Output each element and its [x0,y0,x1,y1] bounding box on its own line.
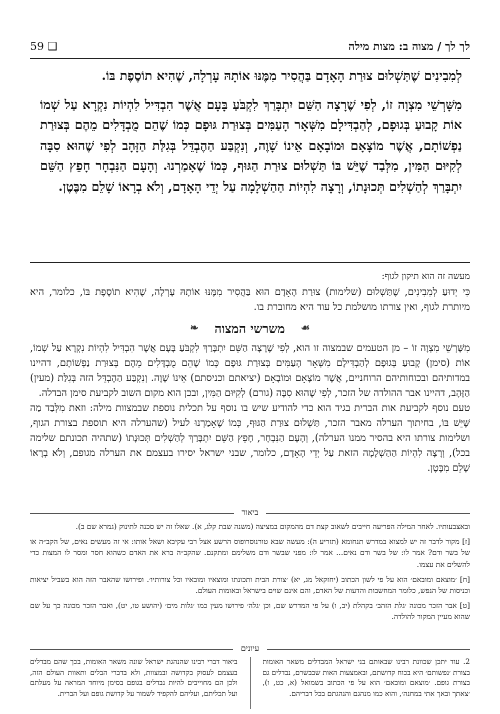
header-rule [30,58,470,59]
page-header [30,36,470,56]
iyunim-heading [30,644,470,653]
beur-heading-label: ביאור [234,508,267,517]
column-separator [250,657,251,709]
divider-rule [30,262,470,263]
beur-note-1: [ז] מקור לדבר זה יש למצוא במדרש תנחומא (תזריע ה): מעשה שבא טורנוסרופוס הרשע אצל רבי עקיבא ושאל אותו: אי זה מעשים נאים, של הקב״ה או של בשר ודם? אמר לו: של בשר ודם נאים... אמר לו: מפני שבשר ודם משלימם ומתקנם. שהקב״ה ברא את האדם כשהוא חסר ומסר לו המצות כדי להשלים את עצמו. [30,537,470,569]
commentary-section [30,270,470,476]
section-banner-title: משרשי המצוה [214,320,285,336]
ornament-icon: ❧ [190,322,199,334]
running-title: לך לך / מצוה ב: מצות מילה [348,39,470,53]
main-paragraph-1: לְמִבִינִים שֶׁתַּשְׁלוּם צוּרַת הָאָדָם בַּהֲסִיר מִמֶּנּוּ אוֹתָהּ עָרְלָה, שֶׁהִיא תוֹסֶפֶת בּוֹ. [101,68,462,83]
iyunim-column-1: 2. עוד יתכן שכוונת רבינו שבאותם בני ישראל המבדלים משאר האומות בצורת ׳נפשותם׳ היא בכוח קדושתם, ובאמצעות האות שבבשרם, נבדלים גם בצורת גופם. ׳מוצאם ומובאם׳ הוא על פי הכתוב בשמואל (א, כט, ו), ׳צאתך ובאך אתי במחנה׳, והוא כמו מנהגם והנהגתם בכל דבריהם. [262,657,470,698]
commentary-paragraph-3: טעם נוסף לקביעת אות הברית בגיד הוא כדי להודיע שיש בו נוסף על תכלית נוספת שבמצוות מילה: וזאת מִלְּבַד מַה שֶּׁיֵּשׁ בּוֹ, בחיתוך הערלה מאבר הזכר, תַּשְׁלוּם צוּרַת הַגּוּף, כְּמוֹ שֶׁאָמַרְנוּ לעיל (שהערלה היא תוספת בצורת הגוף, ושלימות צורתו היא בהסיר ממנו הערלה), וְהָעָם הַנִּבְחָר, חָפֵץ הַשֵּׁם יִתְבָּרַךְ לְהַשְׁלִים תְּכוּנָתוֹ (שתהיה תכונתם שלימה בכל), וְרָצָה לִהְיוֹת הַהַשְׁלָמָה הזאת עַל יְדֵי הָאָדָם, כלומר, שבני ישראל יסירו בעצמם את הערלה מגופם, וְלֹא בְרָאוֹ שָׁלֵם מִבֶּטֶן. [30,403,470,474]
iyunim-heading-label: עיונים [233,644,267,653]
iyunim-notes [30,657,470,709]
main-text [40,66,462,205]
beur-note-3: [ט] אבר הזכר מכונה ׳גלת הזהב׳ בקהלת (יב, ו) על פי המדרש שם, וכן ׳גלה׳ פירושו מעין כמו ׳גלות מים׳ (יהושע טו, יט), ואבר הזכר מכונה כך על שם שהוא מעיין המקור להולדה. [30,601,470,622]
beur-note-2: [ח] ׳מוצאם ומובאם׳ הוא על פי לשון הכתוב (יחזקאל מג, יא) ׳צורת הבית ותכונתו ומוצאיו ומובאיו וכל צורותיו׳. ופירושו שהאבר הזה הוא בשביל יציאות וכניסות של הנפש, כלומר המחשבות והדעות של האדם, והם אינם שוים בישראל ובאומות העולם. [30,574,470,596]
beur-note-0: ובאצבעותיו. לאחר המילה הפריעה חייבים לשאוב קצת דם מהמקום במציצה (משנה שבת קלג, א). שאלו זה יש סכנה לתינוק (גמרא שם ב). [75,522,470,531]
commentary-paragraph-1: כִּי יְדוּעַ לְמִבִינִים, שֶׁתַּשְׁלוּם (שלימות) צוּרַת הָאָדָם הוּא בַּהֲסִיר מִמֶּנּוּ אוֹתָהּ עָרְלָה, שֶׁהִיא תוֹסֶפֶת בּוֹ, כלומר, היא מיותרת לגוף, ואין צורתו מושלמת כל עוד היא מחוברת בו. [30,287,470,313]
section-banner [30,318,470,338]
beur-heading [30,508,470,517]
commentary-paragraph-2: מִשָּׁרְשֵׁי מִצְוָה זוֹ – מן הטעמים שבמצוה זו הוא, לְפִי שֶׁרָצָה הַשֵּׁם יִתְבָּרַךְ לִקְבֹּעַ בָּעָם אֲשֶׁר הִבְדִּיל לִהְיוֹת נִקְרָא עַל שְׁמוֹ, אוֹת (סימן) קָבוּעַ בְּגוּפָם לְהַבְדִּילָם מִשְּׁאָר הָעַמִּים בְּצוּרַת גּוּפָם כְּמוֹ שֶׁהֵם מֻבְדָּלִים מֵהֶם בְּצוּרַת נַפְשׁוֹתָם, דהיינו במדותיהם ובכוחותיהם הרוחניים, אֲשֶׁר מוֹצָאָם וּמוֹבָאָם (יציאתם וכניסתם) אֵינוֹ שָׁוֶה. וְנִקְבַּע הַהֶבְדֵּל הזה בְּגִלַּת (מעין) הַזָּהָב, דהיינו אבר ההולדה של הזכר, לְפִי שֶׁהוּא סִבָּה (גורם) לְקִיּוּם הַמִּין, ובכן הוא מקום השוב לקביעת סימן הבדלה. [30,343,470,399]
commentary-intro: מעשה זה הוא תיקון לגוף: [381,272,470,282]
beur-notes [30,521,470,627]
iyunim-column-2: ביאור דברי רבינו שהנהגת ישראל שונה משאר האומות, בכך שהם מבדלים בעצמם לעסוק בקדושה ובמצוות, ולא בדברי הבלים ותאוות העולם הזה, ולכן הם מחוייבים להיות נבדלים בגופם בסימן מיוחד המראה על מעלתם ועל תכליתם, ועליהם להקפיד לשמור על קדושת גופם ועל הברית. [30,657,238,698]
ornament-icon: ☙ [300,322,310,334]
main-paragraph-2: מִשָּׁרְשֵׁי מִצְוָה זוֹ, לְפִי שֶׁרָצָה הַשֵּׁם יִתְבָּרַךְ לִקְבֹּעַ בָּעָם אֲשֶׁר הִבְדִּיל לִהְיוֹת נִקְרָא עַל שְׁמוֹ אוֹת קָבוּעַ בְּגוּפָם, לְהַבְדִּילָם מִשְּׁאָר הָעַמִּים בְּצוּרַת גּוּפָם כְּמוֹ שֶׁהֵם מֻבְדָּלִים מֵהֶם בְּצוּרַת נַפְשׁוֹתָם, אֲשֶׁר מוֹצָאָם וּמוֹבָאָם אֵינוֹ שָׁוֶה, וְנִקְבַּע הַהֶבְדֵּל בְּגִלַּת הַזָּהָב לְפִי שֶׁהוּא סִבָּה לְקִיּוּם הַמִּין, מִלְּבַד שֶׁיֵּשׁ בּוֹ תַּשְׁלוּם צוּרַת הַגּוּף, כְּמוֹ שֶׁאָמַרְנוּ. וְהָעָם הַנִּבְחָר חָפֵץ הַשֵּׁם יִתְבָּרַךְ לְהַשְׁלִים תְּכוּנָתוֹ, וְרָצָה לִהְיוֹת הַהַשְׁלָמָה עַל יְדֵי הָאָדָם, וְלֹא בְרָאוֹ שָׁלֵם מִבֶּטֶן. [40,96,462,194]
page-number: 59 ❑ [30,39,58,53]
